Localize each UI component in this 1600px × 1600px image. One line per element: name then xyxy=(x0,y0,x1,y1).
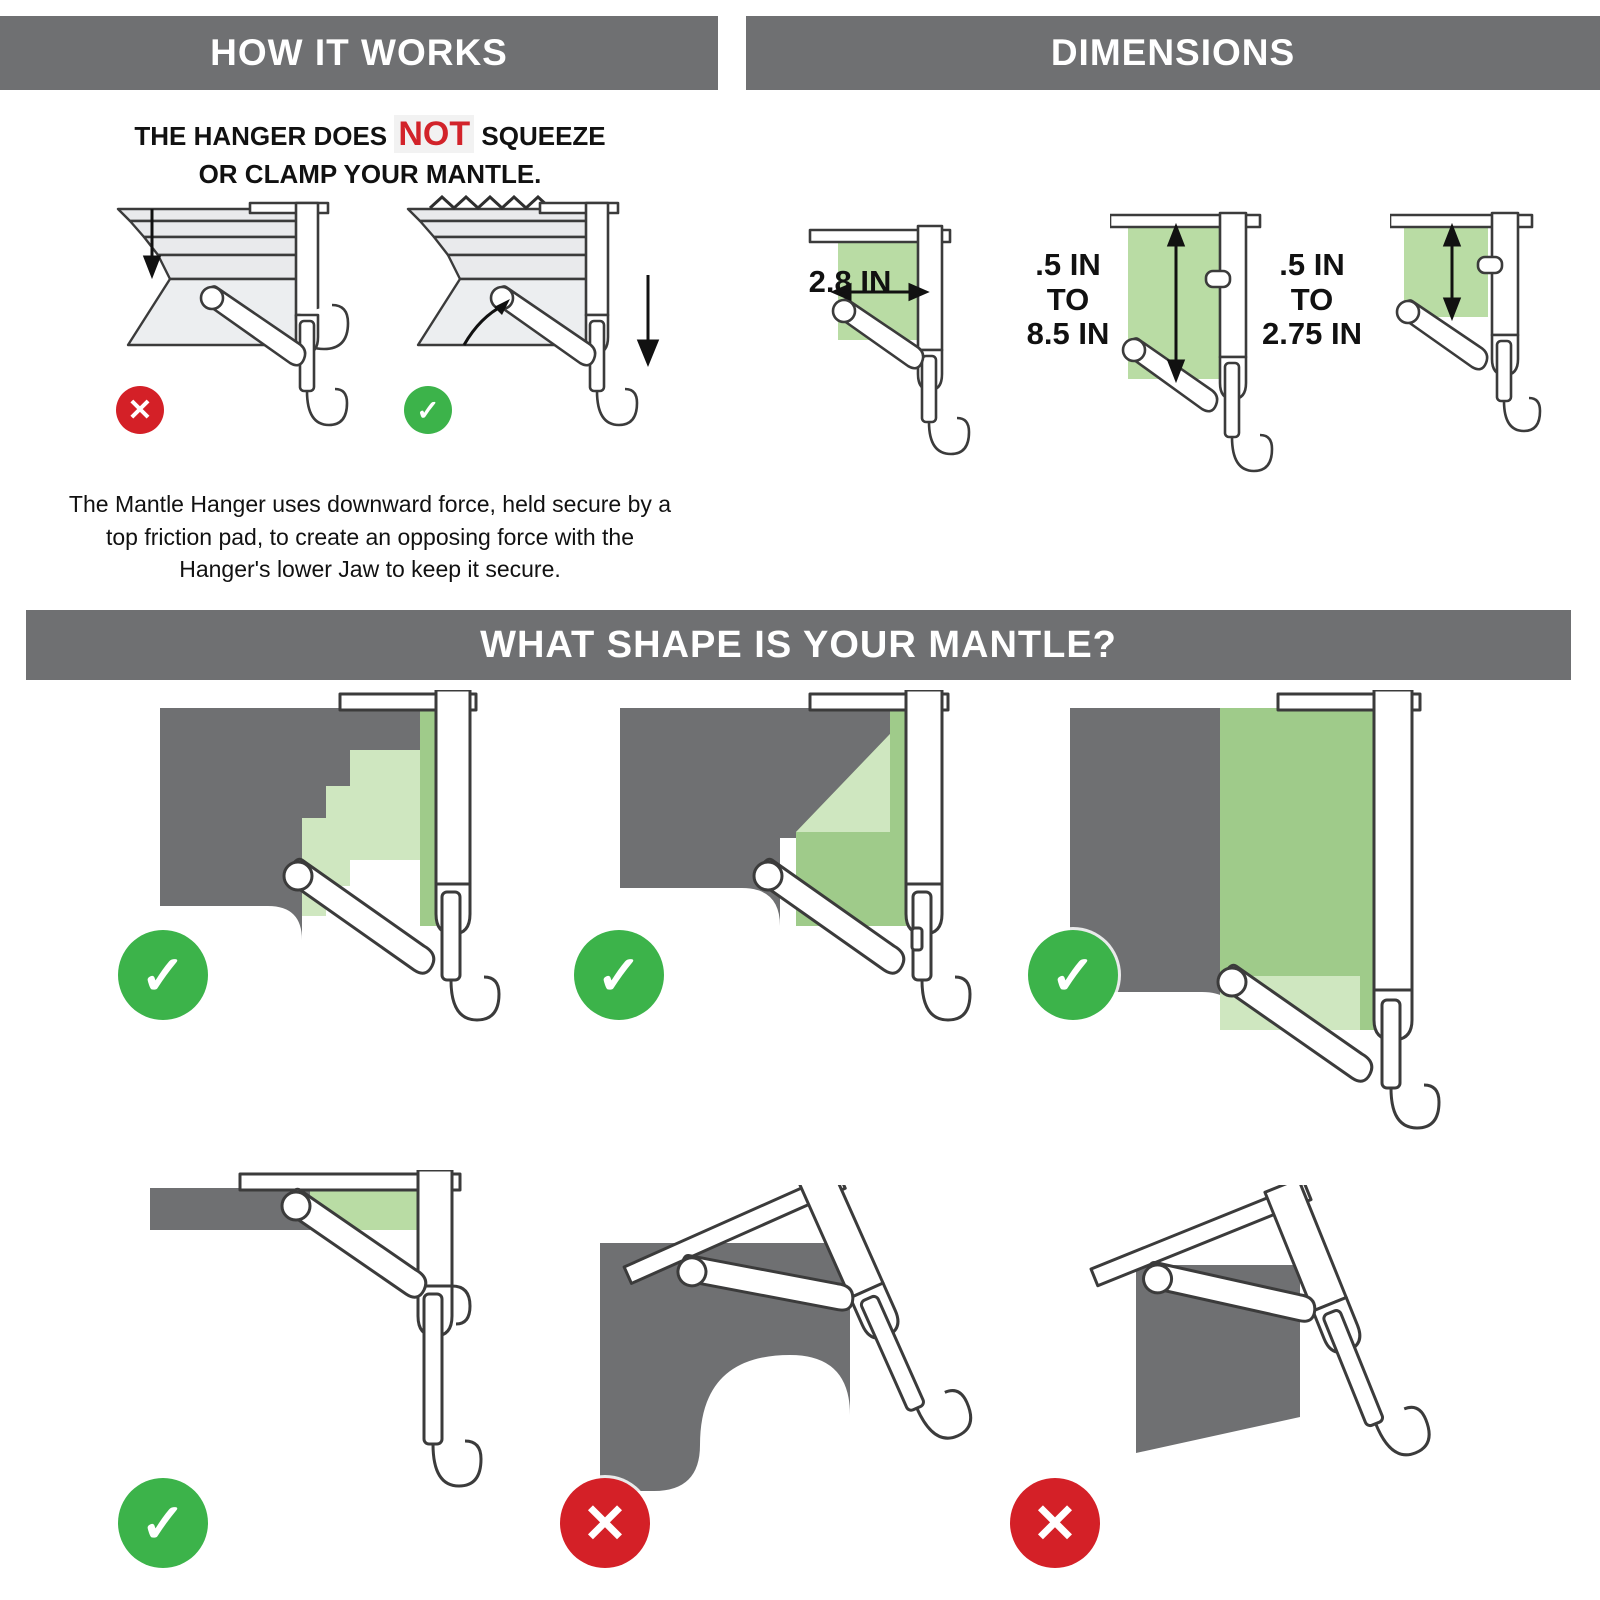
headline-emphasis-not: NOT xyxy=(394,115,474,153)
dimension-line: TO xyxy=(1290,281,1334,317)
badge-shape-stepped xyxy=(118,930,208,1020)
headline-line-2: OR CLAMP YOUR MANTLE. xyxy=(198,158,542,189)
figure-dimension-thickness xyxy=(1110,195,1330,515)
badge-shape-deep-curve xyxy=(560,1478,650,1568)
figure-dimension-top-surface xyxy=(1390,195,1600,455)
dimension-label-depth xyxy=(790,265,910,300)
figure-shape-tall-square xyxy=(1060,690,1480,1140)
badge-incorrect-clamp xyxy=(116,386,164,434)
badge-symbol: ✓ xyxy=(596,945,642,1006)
section-title-how-it-works: HOW IT WORKS xyxy=(210,32,508,73)
dimension-label-top-surface xyxy=(1242,248,1382,352)
dimension-line: .5 IN xyxy=(1035,247,1101,282)
dimension-label-thickness xyxy=(1008,248,1128,352)
badge-symbol: ✕ xyxy=(127,393,153,427)
dimension-line: TO xyxy=(1046,281,1090,317)
dimension-line: 2.8 IN xyxy=(808,264,892,299)
diagram-dimension-depth xyxy=(800,200,1020,490)
dimension-line: .5 IN xyxy=(1279,247,1345,282)
diagram-dimension-thickness xyxy=(1110,195,1330,515)
figure-shape-stepped xyxy=(120,690,520,1110)
section-title-dimensions: DIMENSIONS xyxy=(1050,32,1296,73)
badge-symbol: ✓ xyxy=(140,1493,186,1554)
diagram-shape-stepped xyxy=(120,690,520,1110)
diagram-shape-chamfer xyxy=(600,690,1000,1110)
badge-shape-thin-flat xyxy=(118,1478,208,1568)
badge-shape-sloped-face xyxy=(1010,1478,1100,1568)
badge-shape-chamfer xyxy=(574,930,664,1020)
badge-shape-tall-square xyxy=(1028,930,1118,1020)
badge-symbol: ✕ xyxy=(1032,1493,1078,1554)
diagram-dimension-top-surface xyxy=(1390,195,1600,455)
badge-symbol: ✓ xyxy=(1050,945,1096,1006)
headline-part-2: SQUEEZE xyxy=(474,121,606,151)
section-title-what-shape: WHAT SHAPE IS YOUR MANTLE? xyxy=(480,623,1117,666)
dimension-line: 8.5 IN xyxy=(1026,316,1110,352)
figure-shape-chamfer xyxy=(600,690,1000,1110)
section-header-how-it-works xyxy=(0,16,718,90)
badge-symbol: ✓ xyxy=(416,394,440,426)
how-it-works-caption: The Mantle Hanger uses downward force, held secure by a top friction pad, to create an opposing force with the Hanger's lower Jaw to keep it secure. xyxy=(68,491,672,583)
dimension-line: 2.75 IN xyxy=(1262,316,1362,352)
badge-symbol: ✓ xyxy=(140,945,186,1006)
friction-pad-zigzag xyxy=(430,197,550,208)
section-header-dimensions xyxy=(746,16,1600,90)
diagram-shape-tall-square xyxy=(1060,690,1480,1140)
how-it-works-headline xyxy=(90,112,650,191)
figure-dimension-depth xyxy=(800,200,1020,490)
section-header-what-shape xyxy=(26,610,1571,680)
badge-symbol: ✕ xyxy=(582,1493,628,1554)
badge-correct-downward-force xyxy=(404,386,452,434)
headline-part-1: THE HANGER DOES xyxy=(134,121,395,151)
